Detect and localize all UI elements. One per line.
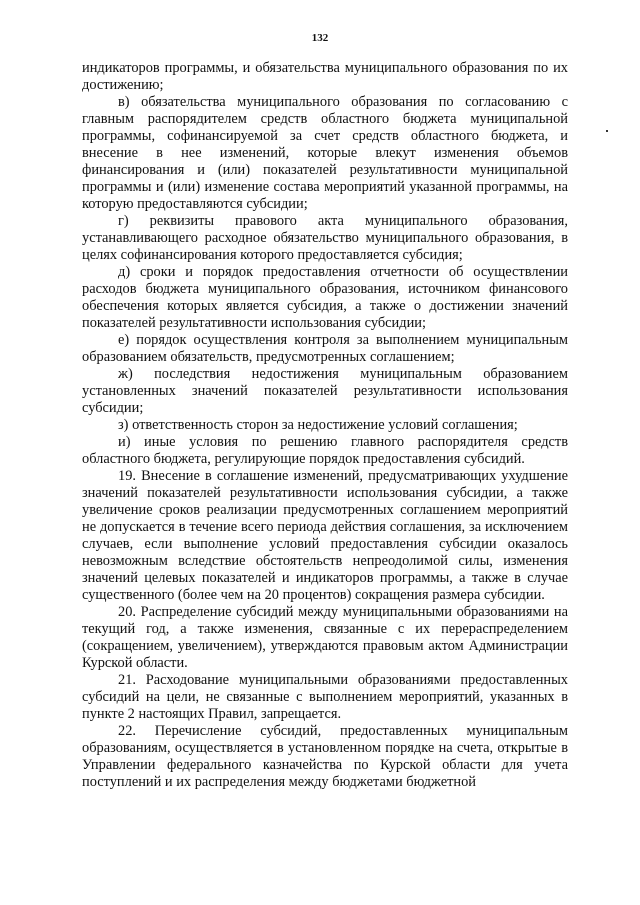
paragraph-21: 21. Расходование муниципальными образованиями предоставленных субсидий на цели, не связанные с выполнением мероприятий, указанных в пункте 2 настоящих Правил, запрещается.	[82, 672, 568, 722]
scan-speck	[606, 130, 608, 132]
paragraph-item-e: е) порядок осуществления контроля за выполнением муниципальным образованием обязательств, предусмотренных соглашением;	[82, 332, 568, 365]
paragraph-item-v: в) обязательства муниципального образования по согласованию с главным распорядителем средств областного бюджета муниципальной программы, софинансируемой за счет средств областного бюджета, и внесение в нее изменений, которые влекут изменения объемов финансирования и (или) показателей результативности муниципальной программы и (или) изменение состава мероприятий указанной программы, на которую предоставляются субсидии;	[82, 94, 568, 212]
paragraph-22: 22. Перечисление субсидий, предоставленных муниципальным образованиям, осуществляется в установленном порядке на счета, открытые в Управлении федерального казначейства по Курской области для учета поступлений и их распределения между бюджетами бюджетной	[82, 723, 568, 790]
paragraph-continuation: индикаторов программы, и обязательства муниципального образования по их достижению;	[82, 60, 568, 93]
paragraph-item-i: и) иные условия по решению главного распорядителя средств областного бюджета, регулирующие порядок предоставления субсидий.	[82, 434, 568, 467]
paragraph-item-zh: ж) последствия недостижения муниципальным образованием установленных значений показателей результативности использования субсидии;	[82, 366, 568, 416]
paragraph-item-z: з) ответственность сторон за недостижение условий соглашения;	[118, 417, 518, 433]
paragraph-20: 20. Распределение субсидий между муниципальными образованиями на текущий год, а также изменения, связанные с их перераспределением (сокращением, увеличением), утверждаются правовым актом Администрации Курской области.	[82, 604, 568, 671]
paragraph-item-d: д) сроки и порядок предоставления отчетности об осуществлении расходов бюджета муниципального образования, источником финансового обеспечения которых является субсидия, а также о достижении значений показателей результативности использования субсидии;	[82, 264, 568, 331]
paragraph-item-g: г) реквизиты правового акта муниципального образования, устанавливающего расходное обязательство муниципального образования, в целях софинансирования которого предоставляется субсидия;	[82, 213, 568, 263]
paragraph-19: 19. Внесение в соглашение изменений, предусматривающих ухудшение значений показателей результативности использования субсидии, а также увеличение сроков реализации предусмотренных соглашением мероприятий не допускается в течение всего периода действия соглашения, за исключением случаев, если выполнение условий предоставления субсидии оказалось невозможным вследствие обстоятельств непреодолимой силы, изменения значений целевых показателей и индикаторов программы, а также в случае существенного (более чем на 20 процентов) сокращения размера субсидии.	[82, 468, 568, 603]
page-number: 132	[311, 32, 329, 44]
body-text	[82, 60, 568, 791]
